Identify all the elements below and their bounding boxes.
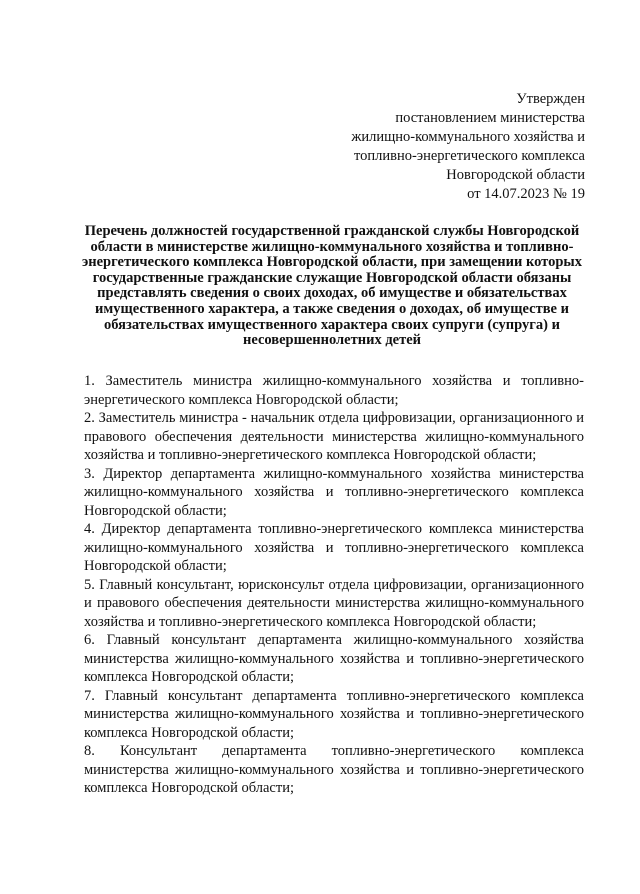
approval-line: жилищно-коммунального хозяйства и xyxy=(351,129,585,145)
list-item: 4. Директор департамента топливно-энергетического комплекса министерства жилищно-коммунального хозяйства и топливно-энергетического комплекса Новгородской области; xyxy=(84,521,584,574)
approval-line: от 14.07.2023 № 19 xyxy=(467,186,585,202)
approval-line: Новгородской области xyxy=(446,167,585,183)
list-item: 8. Консультант департамента топливно-энергетического комплекса министерства жилищно-коммунального хозяйства и топливно-энергетического комплекса Новгородской области; xyxy=(84,743,584,796)
document-title: Перечень должностей государственной гражданской службы Новгородской области в министерстве жилищно-коммунального хозяйства и топливно-энергетического комплекса Новгородской области, при замещении которых государственные гражданские служащие Новгородской области обязаны представлять сведения о своих доходах, об имуществе и обязательствах имущественного характера, а также сведения о доходах, об имуществе и обязательствах имущественного характера своих супруги (супруга) и несовершеннолетних детей xyxy=(82,223,582,349)
approval-stamp xyxy=(285,90,585,204)
position-list xyxy=(84,372,584,798)
list-item: 2. Заместитель министра - начальник отдела цифровизации, организационного и правового обеспечения деятельности министерства жилищно-коммунального хозяйства и топливно-энергетического комплекса Новгородской области; xyxy=(84,410,584,463)
list-item: 3. Директор департамента жилищно-коммунального хозяйства министерства жилищно-коммунального хозяйства и топливно-энергетического комплекса Новгородской области; xyxy=(84,465,584,519)
approval-line: Утвержден xyxy=(516,91,585,107)
list-item: 7. Главный консультант департамента топливно-энергетического комплекса министерства жилищно-коммунального хозяйства и топливно-энергетического комплекса Новгородской области; xyxy=(84,687,584,741)
approval-line: постановлением министерства xyxy=(395,110,585,126)
list-item: 6. Главный консультант департамента жилищно-коммунального хозяйства министерства жилищно-коммунального хозяйства и топливно-энергетического комплекса Новгородской области; xyxy=(84,632,584,685)
approval-line: топливно-энергетического комплекса xyxy=(354,148,585,164)
list-item: 1. Заместитель министра жилищно-коммунального хозяйства и топливно-энергетического комплекса Новгородской области; xyxy=(84,373,584,408)
list-item: 5. Главный консультант, юрисконсульт отдела цифровизации, организационного и правового обеспечения деятельности министерства жилищно-коммунального хозяйства и топливно-энергетического комплекса Новгородской области; xyxy=(84,576,584,630)
